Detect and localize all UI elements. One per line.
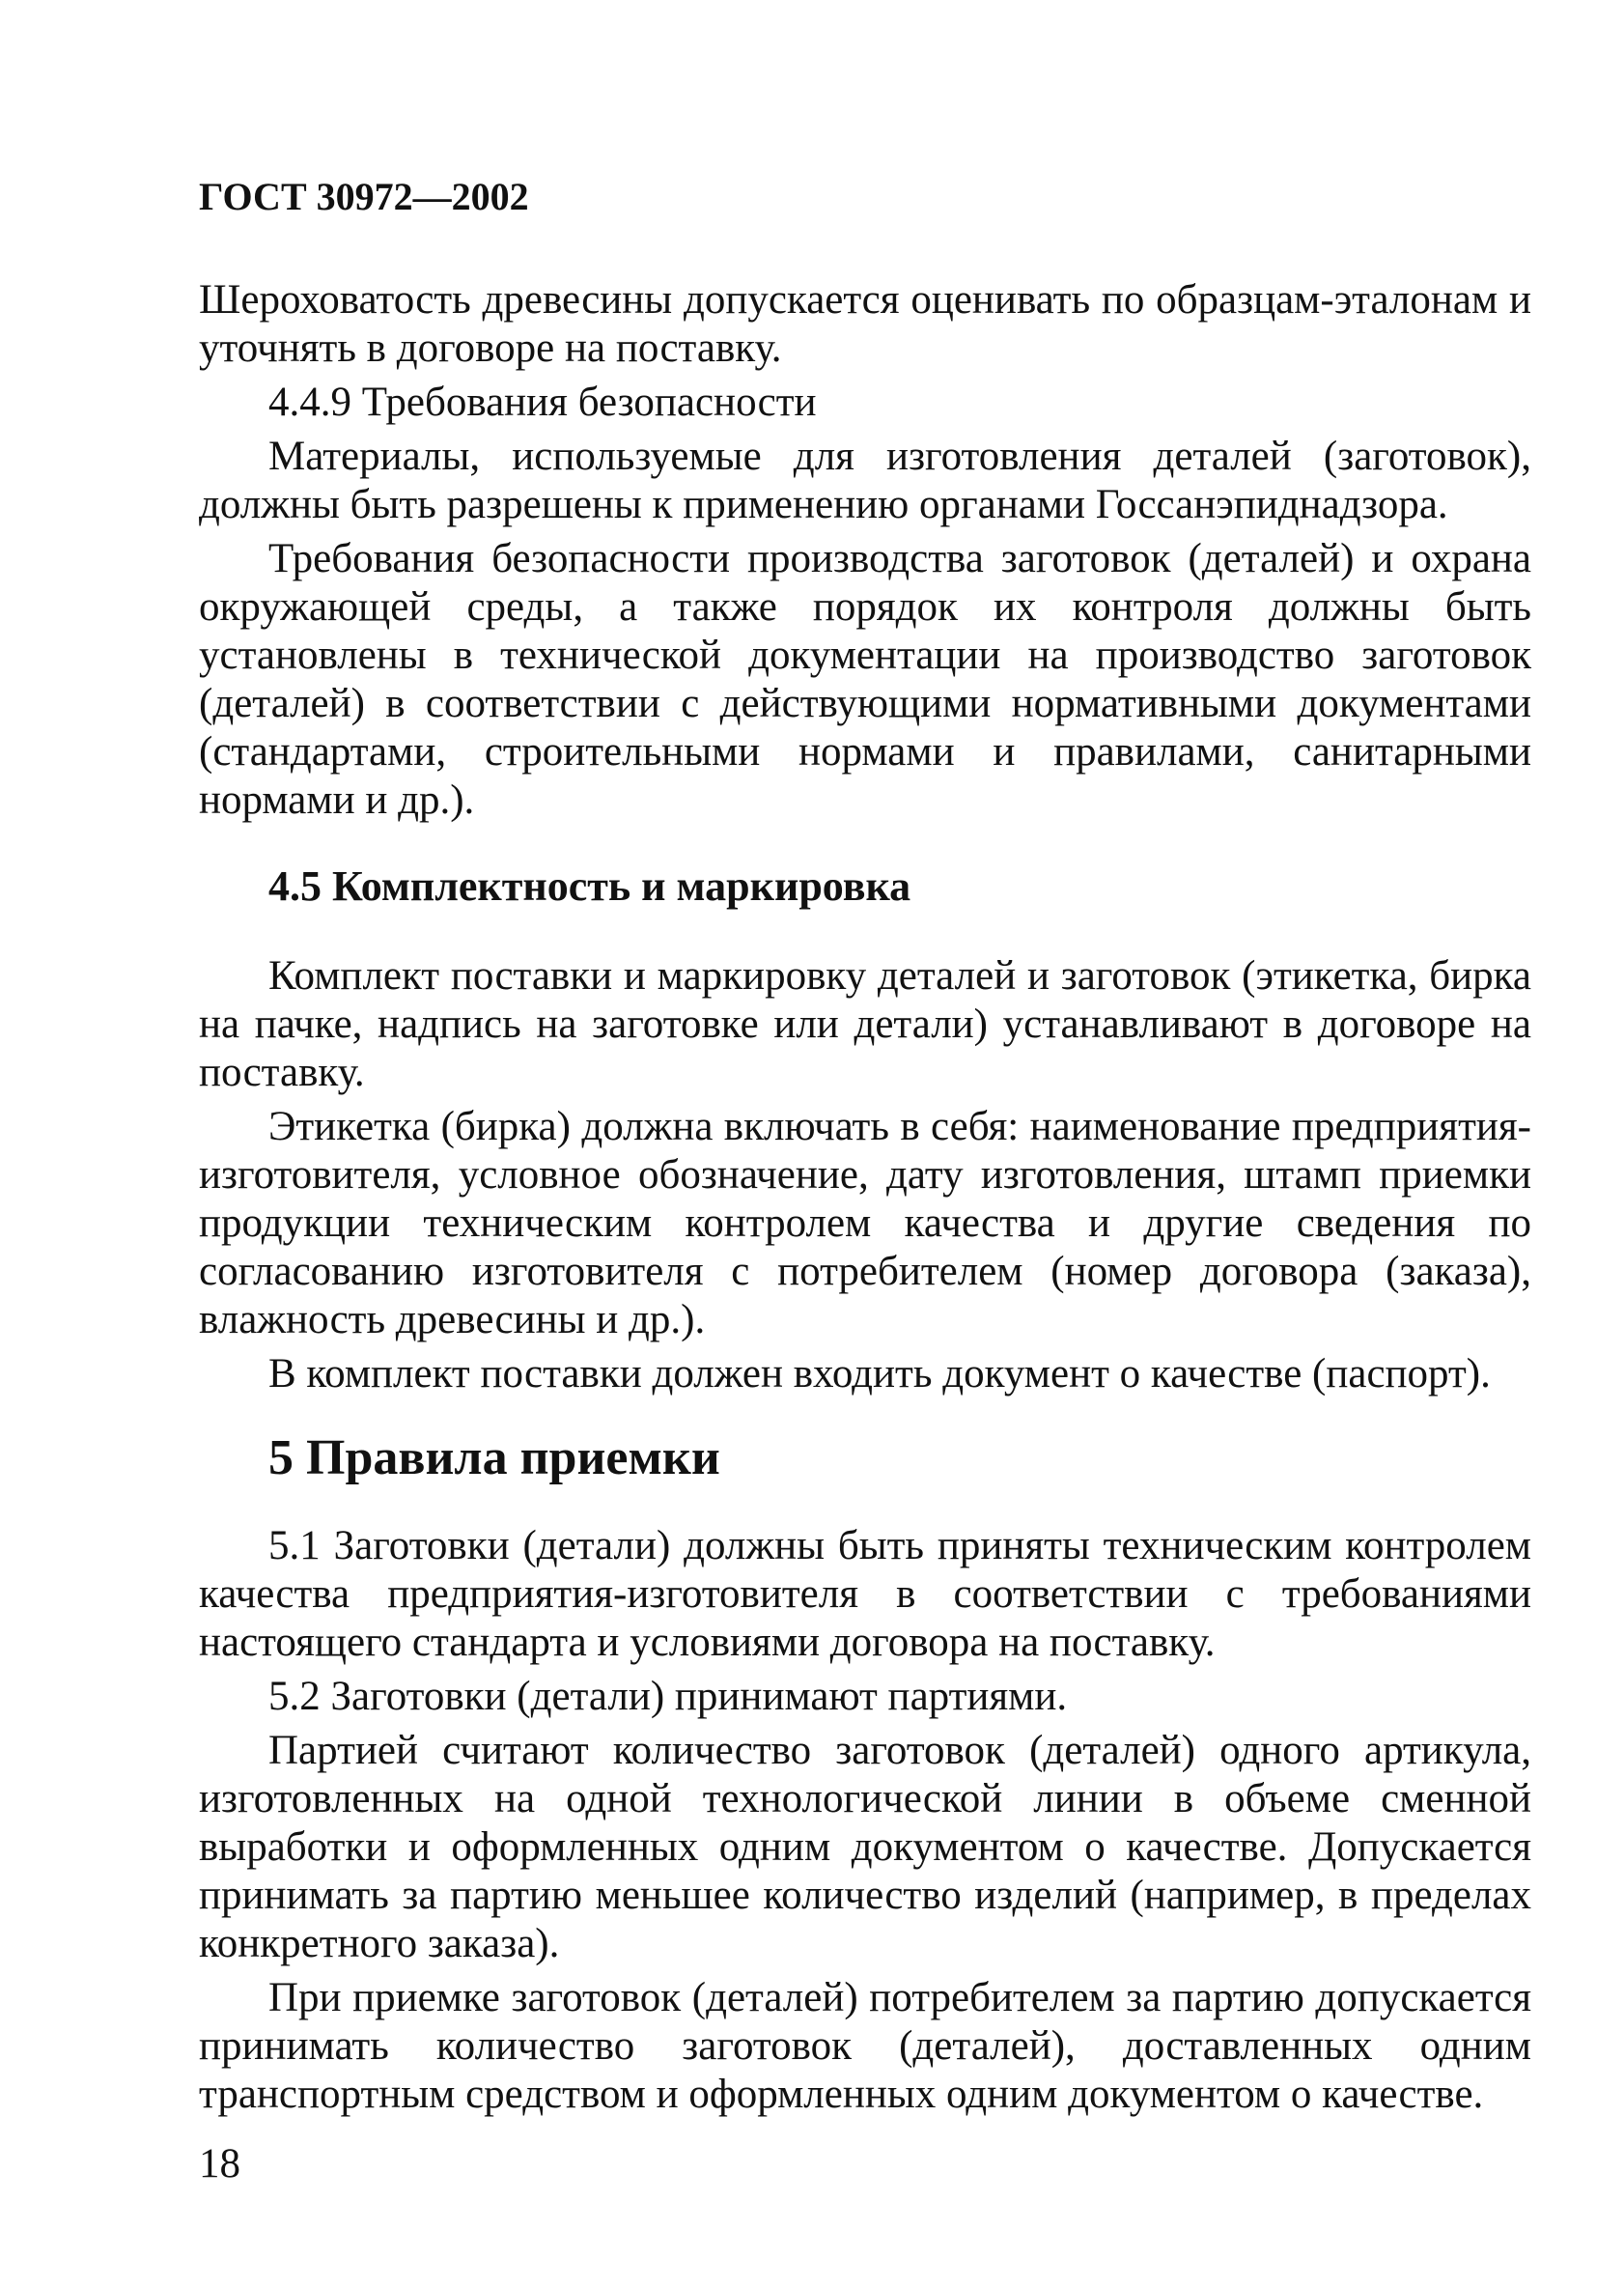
paragraph-batch-definition: Партией считают количество заготовок (деталей) одного артикула, изготовленных на одной технологической линии в объеме сменной выработки и оформленных одним документом о качестве. Допускается принимать за партию меньшее количество изделий (например, в пределах конкретного заказа). (199, 1728, 1531, 1966)
paragraph-consumer-acceptance: При приемке заготовок (деталей) потребителем за партию допускается принимать количество заготовок (деталей), доставленных одним транспортным средством и оформленных одним документом о качестве. (199, 1975, 1531, 2117)
paragraph-delivery-set: Комплект поставки и маркировку деталей и заготовок (этикетка, бирка на пачке, надпись на заготовке или детали) устанавливают в договоре на поставку. (199, 953, 1531, 1095)
paragraph-51: 5.1 Заготовки (детали) должны быть приняты техническим контролем качества предприятия-изготовителя в соответствии с требованиями настоящего стандарта и условиями договора на поставку. (199, 1523, 1531, 1665)
subsection-title-449: 4.4.9 Требования безопасности (268, 380, 817, 425)
paragraph-roughness: Шероховатость древесины допускается оценивать по образцам-эталонам и уточнять в договоре на поставку. (199, 277, 1531, 371)
paragraph-safety-requirements: Требования безопасности производства заготовок (деталей) и охрана окружающей среды, а также порядок их контроля должны быть установлены в технической документации на производство заготовок (деталей) в соответствии с действующими нормативными документами (стандартами, строительными нормами и правилами, санитарными нормами и др.). (199, 536, 1531, 823)
paragraph-label: Этикетка (бирка) должна включать в себя: наименование предприятия-изготовителя, условное обозначение, дату изготовления, штамп приемки продукции техническим контролем качества и другие сведения по согласованию изготовителя с потребителем (номер договора (заказа), влажность древесины и др.). (199, 1104, 1531, 1342)
paragraph-quality-document: В комплект поставки должен входить документ о качестве (паспорт). (268, 1351, 1491, 1397)
paragraph-52: 5.2 Заготовки (детали) принимают партиями. (268, 1674, 1068, 1719)
document-page (199, 174, 1531, 2125)
standard-header: ГОСТ 30972—2002 (199, 175, 529, 218)
page-number: 18 (199, 2141, 240, 2187)
section-heading-5: 5 Правила приемки (268, 1430, 720, 1485)
paragraph-materials: Материалы, используемые для изготовления деталей (заготовок), должны быть разрешены к применению органами Госсанэпиднадзора. (199, 434, 1531, 527)
section-heading-45: 4.5 Комплектность и маркировка (268, 862, 911, 910)
